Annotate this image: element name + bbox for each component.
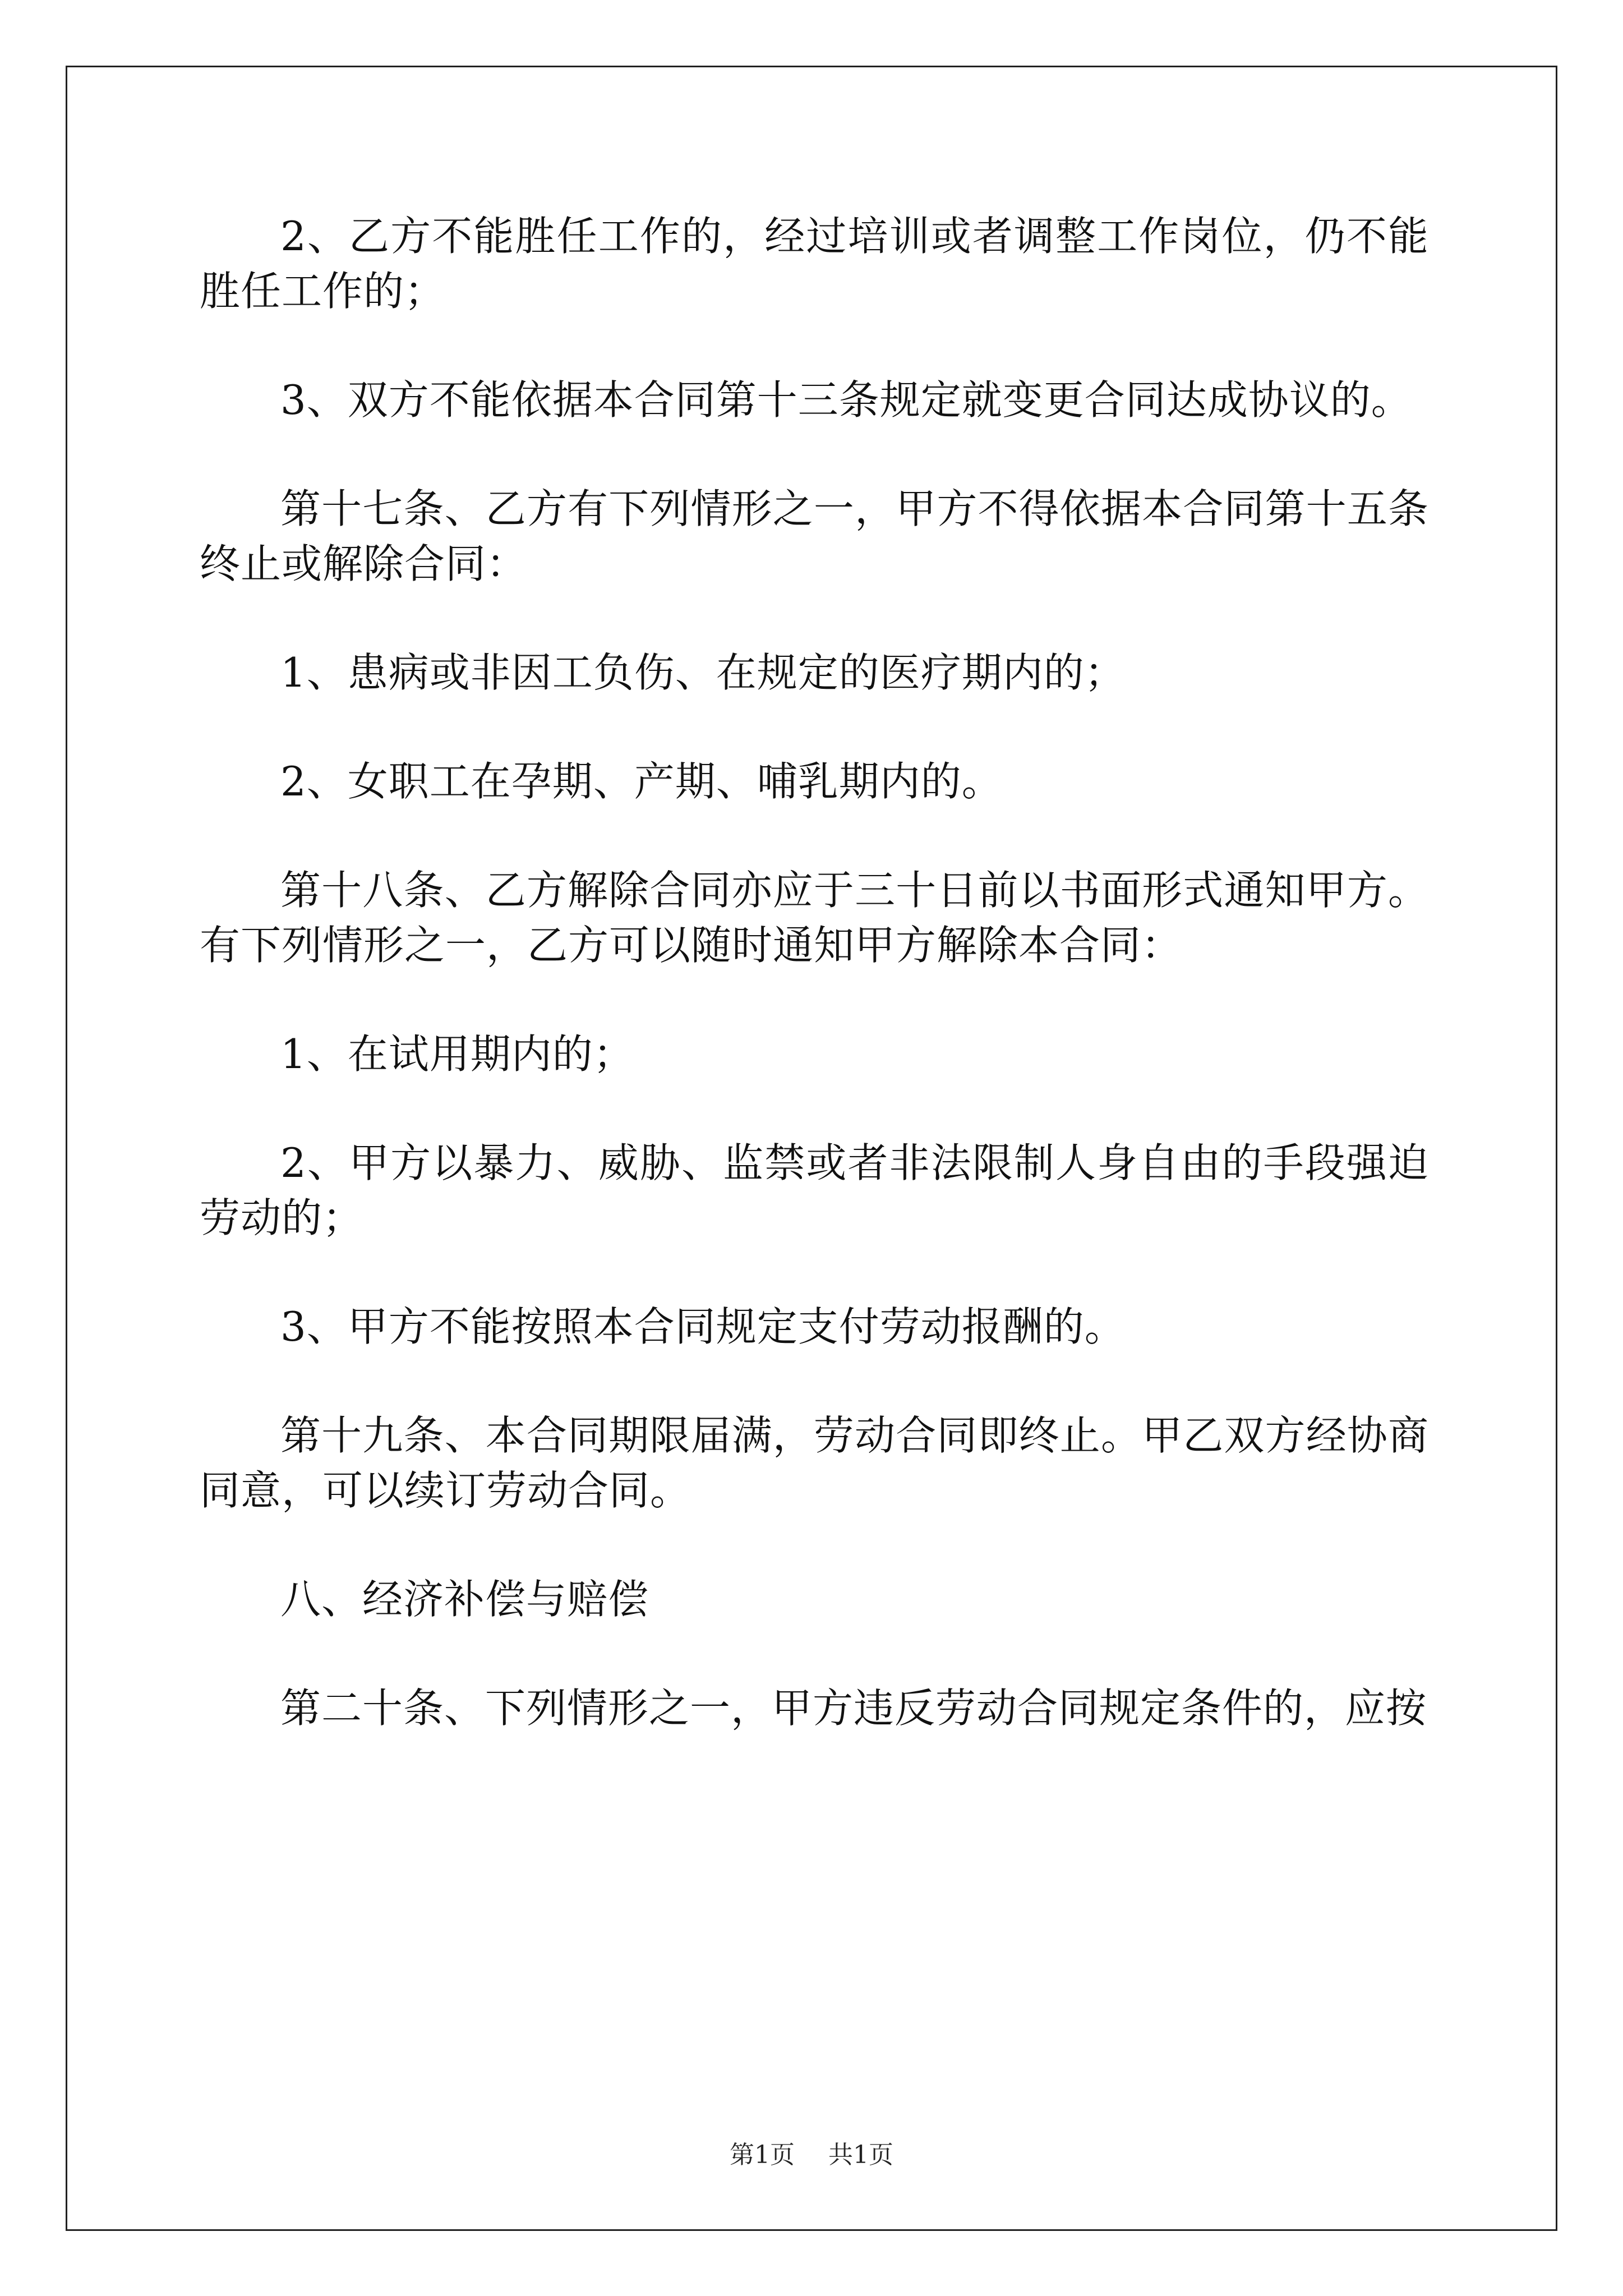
paragraph: 2、女职工在孕期、产期、哺乳期内的。 [280,758,1003,805]
paragraph: 第十七条、乙方有下列情形之一，甲方不得依据本合同第十五条终止或解除合同： [200,485,1429,587]
paragraph: 2、乙方不能胜任工作的，经过培训或者调整工作岗位，仍不能胜任工作的； [200,213,1429,315]
paragraph: 3、甲方不能按照本合同规定支付劳动报酬的。 [280,1303,1126,1350]
page-number-current: 第1页 [730,2141,795,2169]
paragraph: 2、甲方以暴力、威胁、监禁或者非法限制人身自由的手段强迫劳动的； [200,1139,1429,1241]
document-body [200,209,1429,1736]
page-number-total: 共1页 [828,2141,893,2169]
paragraph: 1、在试用期内的； [280,1030,634,1078]
section-heading: 八、经济补偿与赔偿 [280,1576,649,1623]
page-footer [0,2138,1623,2172]
paragraph: 第二十条、下列情形之一，甲方违反劳动合同规定条件的，应按 [280,1685,1427,1732]
paragraph: 3、双方不能依据本合同第十三条规定就变更合同达成协议的。 [280,376,1412,424]
paragraph: 第十八条、乙方解除合同亦应于三十日前以书面形式通知甲方。有下列情形之一，乙方可以随时通知甲方解除本合同： [200,867,1429,969]
paragraph: 第十九条、本合同期限届满，劳动合同即终止。甲乙双方经协商同意，可以续订劳动合同。 [200,1412,1429,1514]
paragraph: 1、患病或非因工负伤、在规定的医疗期内的； [280,649,1126,696]
